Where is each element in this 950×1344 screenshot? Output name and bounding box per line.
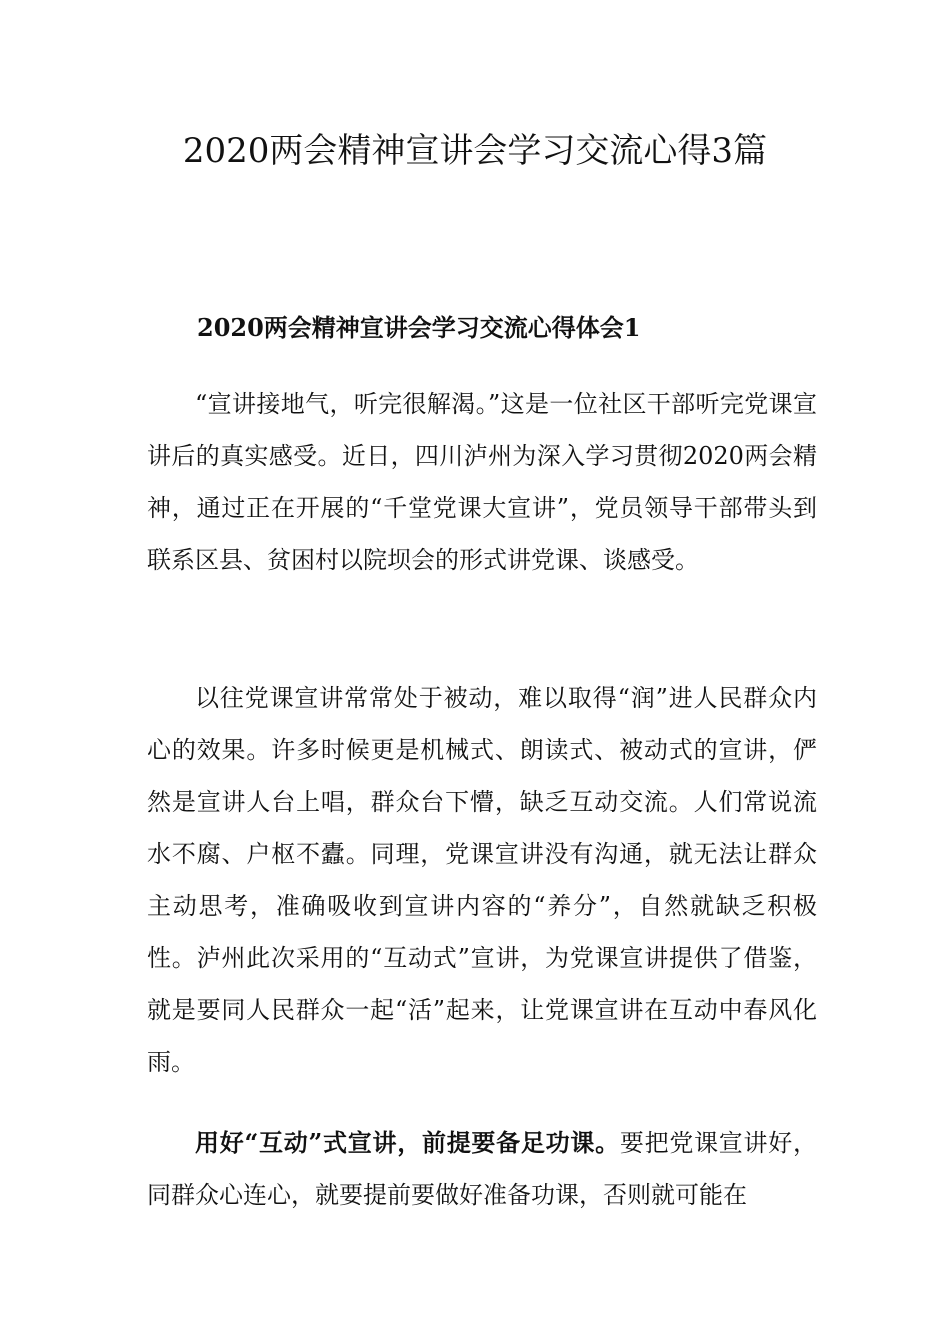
paragraph-3 xyxy=(147,1117,817,1221)
section-heading: 2020两会精神宣讲会学习交流心得体会1 xyxy=(197,313,641,342)
paragraph-2: 以往党课宣讲常常处于被动，难以取得“润”进人民群众内心的效果。许多时候更是机械式、朗读式、被动式的宣讲，俨然是宣讲人台上唱，群众台下懵，缺乏互动交流。人们常说流水不腐、户枢不蠹。同理，党课宣讲没有沟通，就无法让群众主动思考，准确吸收到宣讲内容的“养分”，自然就缺乏积极性。泸州此次采用的“互动式”宣讲，为党课宣讲提供了借鉴，就是要同人民群众一起“活”起来，让党课宣讲在互动中春风化雨。 xyxy=(147,684,817,1076)
paragraph-3-text: 要把党课宣讲好，同群众心连心，就要提前要做好准备功课，否则就可能在 xyxy=(147,1129,818,1209)
paragraph-1: “宣讲接地气，听完很解渴。”这是一位社区干部听完党课宣讲后的真实感受。近日，四川泸州为深入学习贯彻2020两会精神，通过正在开展的“千堂党课大宣讲”，党员领导干部带头到联系区县、贫困村以院坝会的形式讲党课、谈感受。 xyxy=(147,390,817,574)
paragraph-3-bold-lead: 用好“互动”式宣讲，前提要备足功课。 xyxy=(195,1128,620,1157)
document-title: 2020两会精神宣讲会学习交流心得3篇 xyxy=(182,131,768,171)
